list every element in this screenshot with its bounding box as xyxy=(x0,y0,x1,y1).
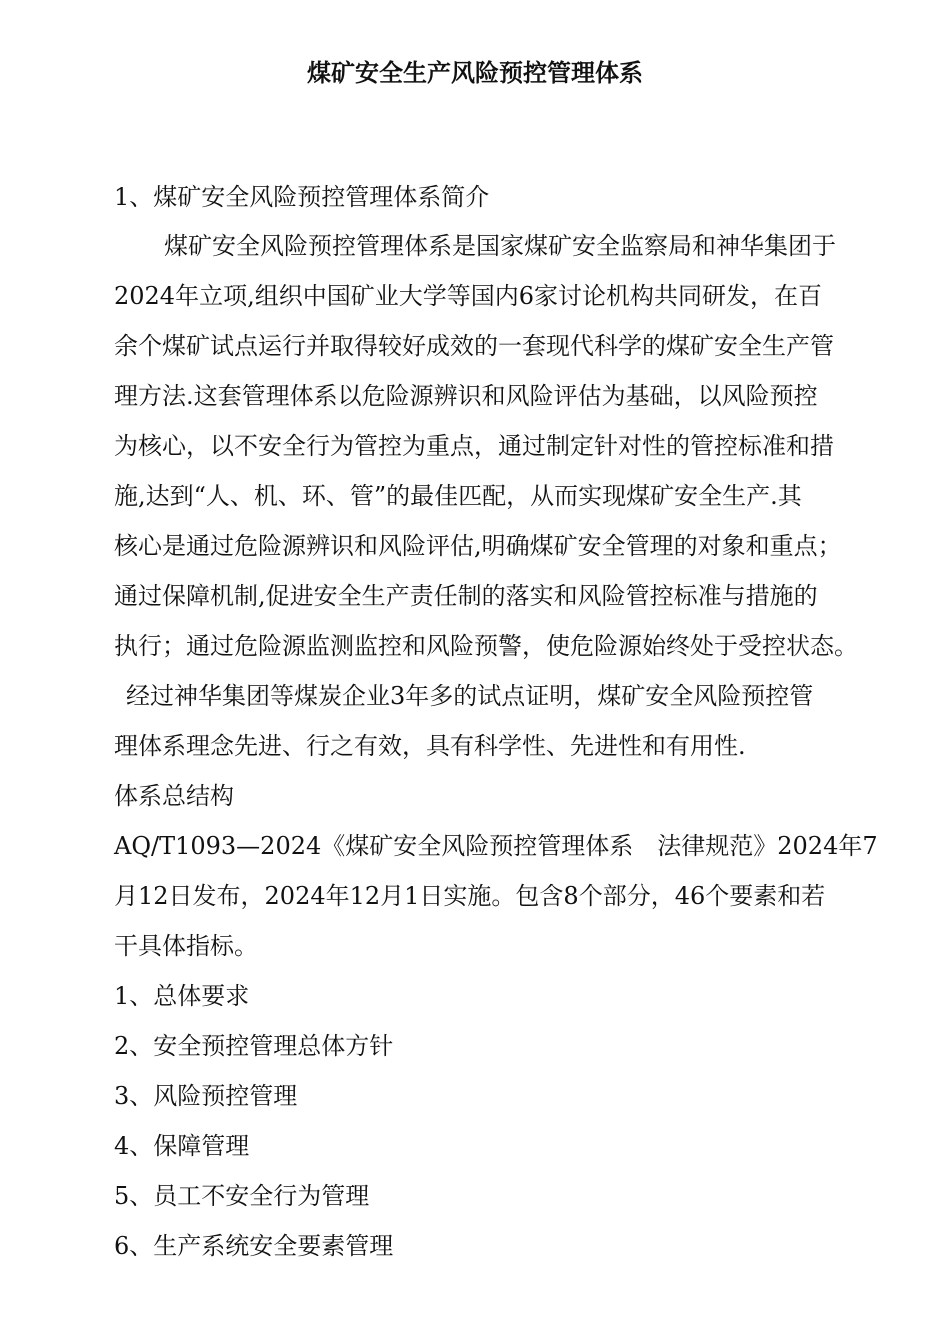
paragraph-line: 理方法.这套管理体系以危险源辨识和风险评估为基础，以风险预控 xyxy=(114,382,818,410)
section-heading: 1、煤矿安全风险预控管理体系简介 xyxy=(114,183,490,211)
paragraph-line: 月12日发布，2024年12月1日实施。包含8个部分，46个要素和若 xyxy=(114,882,826,910)
paragraph-line: 为核心，以不安全行为管控为重点，通过制定针对性的管控标准和措 xyxy=(114,432,834,460)
structure-heading: 体系总结构 xyxy=(114,782,234,810)
paragraph-line: 施,达到“人、机、环、管”的最佳匹配，从而实现煤矿安全生产.其 xyxy=(114,482,802,510)
paragraph-line: 干具体指标。 xyxy=(114,932,258,960)
paragraph-line: 通过保障机制,促进安全生产责任制的落实和风险管控标准与措施的 xyxy=(114,582,818,610)
paragraph-line: 余个煤矿试点运行并取得较好成效的一套现代科学的煤矿安全生产管 xyxy=(114,332,834,360)
list-item: 5、员工不安全行为管理 xyxy=(114,1182,370,1210)
paragraph-line: 2024年立项,组织中国矿业大学等国内6家讨论机构共同研发，在百 xyxy=(114,282,822,310)
list-item: 6、生产系统安全要素管理 xyxy=(114,1232,394,1260)
document-title: 煤矿安全生产风险预控管理体系 xyxy=(307,58,643,87)
list-item: 4、保障管理 xyxy=(114,1132,250,1160)
list-item: 2、安全预控管理总体方针 xyxy=(114,1032,394,1060)
paragraph-line: 经过神华集团等煤炭企业3年多的试点证明，煤矿安全风险预控管 xyxy=(126,682,814,710)
paragraph-line: AQ/T1093—2024《煤矿安全风险预控管理体系 法律规范》2024年7 xyxy=(114,832,878,860)
paragraph-line: 执行；通过危险源监测监控和风险预警，使危险源始终处于受控状态。 xyxy=(114,632,858,660)
paragraph-line: 煤矿安全风险预控管理体系是国家煤矿安全监察局和神华集团于 xyxy=(164,232,836,260)
paragraph-line: 理体系理念先进、行之有效，具有科学性、先进性和有用性. xyxy=(114,732,746,760)
list-item: 3、风险预控管理 xyxy=(114,1082,298,1110)
list-item: 1、总体要求 xyxy=(114,982,250,1010)
paragraph-line: 核心是通过危险源辨识和风险评估,明确煤矿安全管理的对象和重点； xyxy=(114,532,842,560)
